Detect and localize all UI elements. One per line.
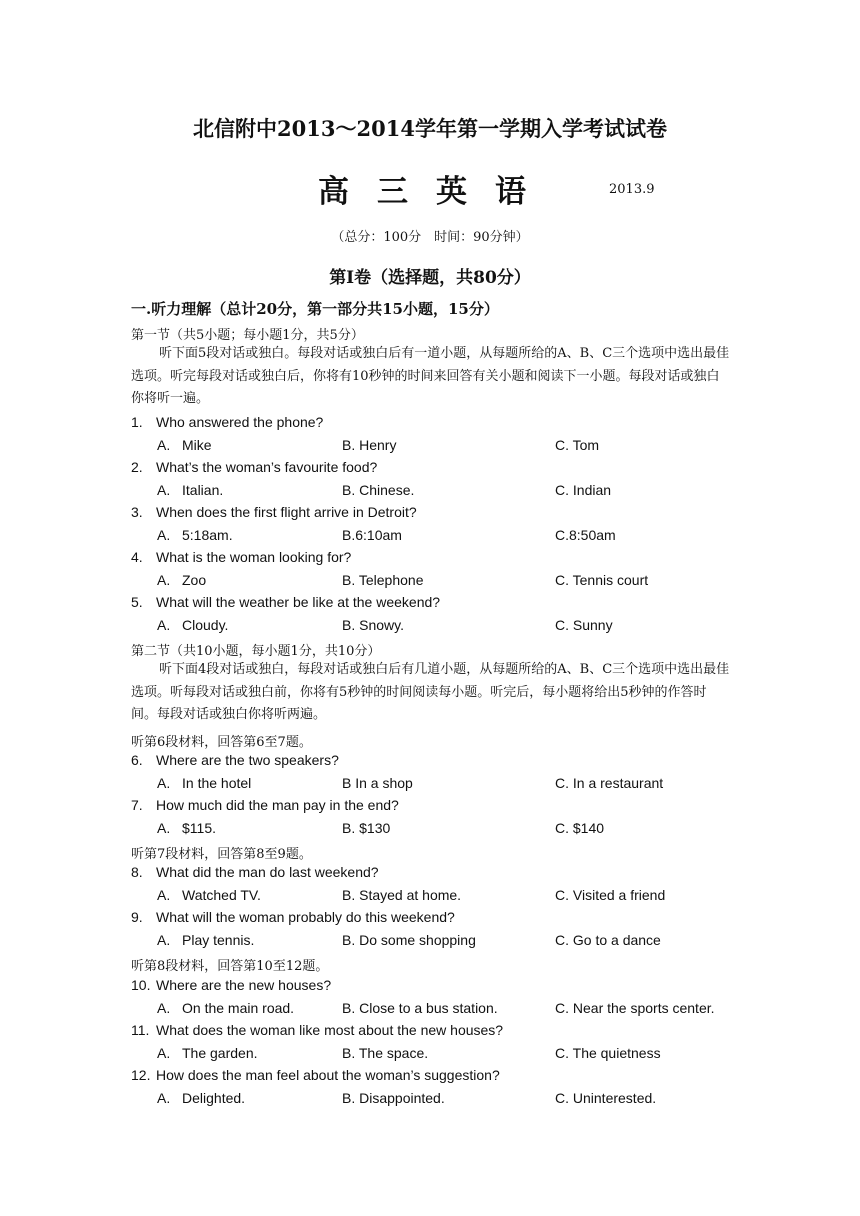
option-text: On the main road. bbox=[182, 1000, 295, 1016]
option-c[interactable]: C. Uninterested. bbox=[555, 1090, 657, 1106]
question-3 bbox=[131, 504, 417, 520]
question-number: 8. bbox=[131, 864, 143, 880]
section-heading: 一.听力理解（总计20分，第一部分共15小题，15分） bbox=[131, 300, 499, 318]
option-b[interactable]: B. Chinese. bbox=[342, 482, 415, 498]
question-10 bbox=[131, 977, 331, 993]
question-text: What will the woman probably do this weekend? bbox=[156, 909, 455, 925]
option-text: 5:18am. bbox=[182, 527, 233, 543]
option-a[interactable] bbox=[157, 572, 206, 588]
option-a[interactable] bbox=[157, 1045, 258, 1061]
question-number: 9. bbox=[131, 909, 143, 925]
question-number: 10. bbox=[131, 977, 151, 993]
question-text: How does the man feel about the woman’s suggestion? bbox=[156, 1067, 500, 1083]
option-a[interactable] bbox=[157, 820, 216, 836]
option-letter: A. bbox=[157, 437, 171, 453]
material-6-note: 听第6段材料，回答第6至7题。 bbox=[131, 735, 312, 750]
option-c[interactable]: C.8:50am bbox=[555, 527, 616, 543]
question-number: 2. bbox=[131, 459, 143, 475]
option-a[interactable] bbox=[157, 775, 251, 791]
question-text: Where are the new houses? bbox=[156, 977, 332, 993]
option-a[interactable] bbox=[157, 1090, 245, 1106]
question-text: Who answered the phone? bbox=[156, 414, 324, 430]
option-a[interactable] bbox=[157, 1000, 294, 1016]
option-b[interactable]: B. Disappointed. bbox=[342, 1090, 445, 1106]
material-7-note: 听第7段材料，回答第8至9题。 bbox=[131, 847, 312, 862]
option-letter: A. bbox=[157, 482, 171, 498]
question-1 bbox=[131, 414, 323, 430]
question-5 bbox=[131, 594, 440, 610]
volume-heading: 第I卷（选择题，共80分） bbox=[329, 268, 531, 288]
option-b[interactable]: B.6:10am bbox=[342, 527, 402, 543]
option-text: Watched TV. bbox=[182, 887, 261, 903]
part1-heading: 第一节（共5小题；每小题1分，共5分） bbox=[131, 328, 364, 343]
option-letter: A. bbox=[157, 572, 171, 588]
option-c[interactable]: C. In a restaurant bbox=[555, 775, 664, 791]
question-text: When does the first flight arrive in Detroit? bbox=[156, 504, 417, 520]
option-letter: A. bbox=[157, 1045, 171, 1061]
option-c[interactable]: C. Near the sports center. bbox=[555, 1000, 715, 1016]
option-a[interactable] bbox=[157, 437, 212, 453]
option-text: Zoo bbox=[182, 572, 207, 588]
question-text: What will the weather be like at the weekend? bbox=[156, 594, 441, 610]
question-number: 1. bbox=[131, 414, 143, 430]
question-6 bbox=[131, 752, 339, 768]
part2-instructions bbox=[131, 659, 731, 727]
exam-title: 北信附中2013～2014学年第一学期入学考试试卷 bbox=[193, 116, 667, 141]
option-c[interactable]: C. Tennis court bbox=[555, 572, 649, 588]
question-7 bbox=[131, 797, 399, 813]
option-c[interactable]: C. Sunny bbox=[555, 617, 613, 633]
question-2 bbox=[131, 459, 377, 475]
question-text: How much did the man pay in the end? bbox=[156, 797, 399, 813]
question-number: 5. bbox=[131, 594, 143, 610]
question-9 bbox=[131, 909, 455, 925]
option-b[interactable]: B. Stayed at home. bbox=[342, 887, 462, 903]
question-text: Where are the two speakers? bbox=[156, 752, 339, 768]
option-c[interactable]: C. The quietness bbox=[555, 1045, 661, 1061]
option-b[interactable]: B In a shop bbox=[342, 775, 413, 791]
option-c[interactable]: C. Go to a dance bbox=[555, 932, 661, 948]
option-c[interactable]: C. Indian bbox=[555, 482, 612, 498]
part2-instructions-text: 听下面4段对话或独白，每段对话或独白后有几道小题，从每题所给的A、B、C三个选项中选出最佳选项。听每段对话或独白前，你将有5秒钟的时间阅读每小题。听完后，每小题将给出5秒钟的作答时间。每段对话或独白你将听两遍。 bbox=[131, 662, 730, 723]
exam-date: 2013.9 bbox=[609, 182, 655, 197]
option-letter: A. bbox=[157, 1000, 171, 1016]
question-number: 11. bbox=[131, 1022, 150, 1038]
option-text: Cloudy. bbox=[182, 617, 229, 633]
option-letter: A. bbox=[157, 617, 171, 633]
option-c[interactable]: C. Visited a friend bbox=[555, 887, 666, 903]
question-number: 12. bbox=[131, 1067, 151, 1083]
option-b[interactable]: B. Close to a bus station. bbox=[342, 1000, 498, 1016]
question-text: What is the woman looking for? bbox=[156, 549, 352, 565]
option-c[interactable]: C. $140 bbox=[555, 820, 605, 836]
option-text: The garden. bbox=[182, 1045, 258, 1061]
option-text: In the hotel bbox=[182, 775, 252, 791]
question-number: 7. bbox=[131, 797, 143, 813]
part1-instructions-text: 听下面5段对话或独白。每段对话或独白后有一道小题，从每题所给的A、B、C三个选项中选出最佳选项。听完每段对话或独白后，你将有10秒钟的时间来回答有关小题和阅读下一小题。每段对话或独白你将听一遍。 bbox=[131, 346, 730, 407]
question-number: 6. bbox=[131, 752, 143, 768]
option-b[interactable]: B. The space. bbox=[342, 1045, 429, 1061]
exam-subject: 高三英语 bbox=[318, 174, 554, 210]
part2-heading: 第二节（共10小题，每小题1分，共10分） bbox=[131, 644, 381, 659]
question-number: 4. bbox=[131, 549, 143, 565]
question-text: What’s the woman’s favourite food? bbox=[156, 459, 378, 475]
option-a[interactable] bbox=[157, 482, 223, 498]
question-text: What did the man do last weekend? bbox=[156, 864, 379, 880]
option-text: $115. bbox=[182, 820, 216, 836]
question-11 bbox=[131, 1022, 503, 1038]
option-b[interactable]: B. Henry bbox=[342, 437, 397, 453]
question-number: 3. bbox=[131, 504, 143, 520]
question-text: What does the woman like most about the new houses? bbox=[156, 1022, 504, 1038]
material-8-note: 听第8段材料，回答第10至12题。 bbox=[131, 959, 329, 974]
option-letter: A. bbox=[157, 932, 171, 948]
option-text: Mike bbox=[182, 437, 212, 453]
question-4 bbox=[131, 549, 351, 565]
option-b[interactable]: B. Do some shopping bbox=[342, 932, 476, 948]
option-text: Delighted. bbox=[182, 1090, 246, 1106]
exam-meta: （总分：100分 时间：90分钟） bbox=[331, 230, 529, 245]
option-a[interactable] bbox=[157, 887, 261, 903]
option-letter: A. bbox=[157, 527, 171, 543]
option-b[interactable]: B. Telephone bbox=[342, 572, 424, 588]
option-text: Italian. bbox=[182, 482, 224, 498]
question-12 bbox=[131, 1067, 500, 1083]
question-8 bbox=[131, 864, 379, 880]
option-a[interactable] bbox=[157, 527, 233, 543]
option-letter: A. bbox=[157, 887, 171, 903]
option-letter: A. bbox=[157, 775, 171, 791]
option-a[interactable] bbox=[157, 617, 228, 633]
option-a[interactable] bbox=[157, 932, 254, 948]
option-c[interactable]: C. Tom bbox=[555, 437, 600, 453]
option-letter: A. bbox=[157, 1090, 171, 1106]
option-b[interactable]: B. $130 bbox=[342, 820, 391, 836]
option-text: Play tennis. bbox=[182, 932, 255, 948]
option-letter: A. bbox=[157, 820, 171, 836]
option-b[interactable]: B. Snowy. bbox=[342, 617, 404, 633]
part1-instructions bbox=[131, 343, 731, 411]
